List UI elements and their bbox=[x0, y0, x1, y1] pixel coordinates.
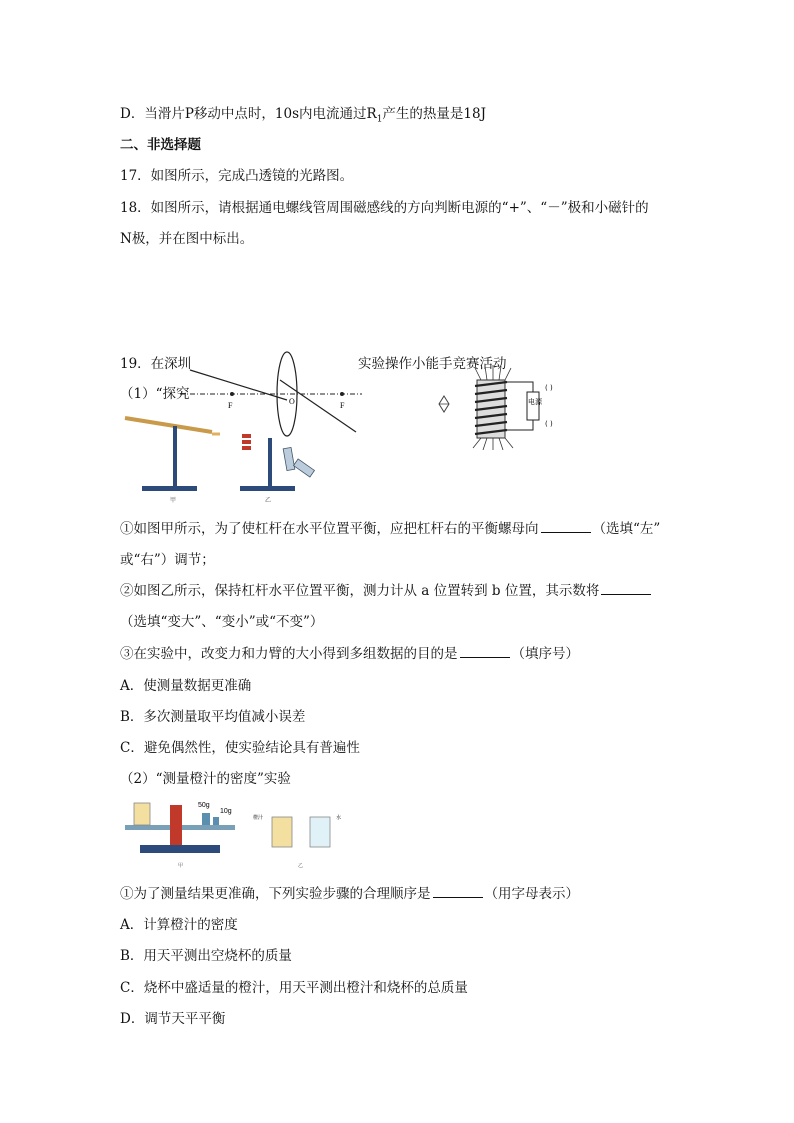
balance-base bbox=[140, 845, 220, 853]
lever-yi bbox=[240, 434, 314, 504]
option-d-line bbox=[120, 105, 486, 129]
question-19-left: 19．在深圳 bbox=[120, 356, 192, 372]
balance-jia bbox=[125, 802, 235, 869]
q2-text: ②如图乙所示，保持杠杆水平位置平衡，测力计从 a 位置转到 b 位置，其示数将 bbox=[120, 583, 600, 599]
focus-right-dot bbox=[340, 392, 344, 396]
spring-scale-b bbox=[294, 459, 315, 477]
q3-answer-blank[interactable] bbox=[460, 645, 510, 658]
focus-left-label: F bbox=[228, 401, 233, 410]
water-beaker bbox=[310, 817, 330, 847]
option-c: C．避免偶然性，使实验结论具有普遍性 bbox=[120, 740, 360, 756]
q1-hint: （选填“左” bbox=[592, 521, 661, 537]
question-18: 18．如图所示，请根据通电螺线管周围磁感线的方向判断电源的“+”、“－”极和小磁针的 bbox=[120, 200, 649, 216]
beakers-yi-label: 乙 bbox=[298, 863, 304, 869]
weight-10g bbox=[213, 817, 219, 825]
pole-bracket-bottom: ( ) bbox=[545, 420, 553, 428]
lever-jia bbox=[125, 418, 220, 504]
part-2-label: （2）“测量橙汁的密度”实验 bbox=[120, 771, 291, 787]
q1-cont: 或“右”）调节； bbox=[120, 552, 215, 568]
fig-yi-label: 乙 bbox=[265, 497, 272, 504]
beaker-on-balance bbox=[134, 803, 150, 825]
option-a: A．使测量数据更准确 bbox=[120, 678, 252, 694]
q1-text: ①如图甲所示，为了使杠杆在水平位置平衡，应把杠杆右的平衡螺母向 bbox=[120, 521, 539, 537]
solenoid-figure bbox=[435, 362, 575, 450]
option-d-text-end: 产生的热量是18J bbox=[382, 106, 487, 122]
lever-figure bbox=[120, 408, 320, 506]
part-1-label: （1）“探究 bbox=[120, 386, 190, 402]
fig-jia-label: 甲 bbox=[170, 497, 177, 504]
q2-line bbox=[120, 582, 653, 600]
option-d-text: D．当滑片P移动中点时，10s内电流通过R bbox=[120, 106, 377, 122]
step-question-text: ①为了测量结果更准确，下列实验步骤的合理顺序是 bbox=[120, 886, 431, 902]
q2-cont: （选填“变大”、“变小”或“不变”） bbox=[120, 614, 324, 630]
step-c: C．烧杯中盛适量的橙汁，用天平测出橙汁和烧杯的总质量 bbox=[120, 980, 468, 996]
weight-50g-label: 50g bbox=[198, 802, 210, 809]
step-b: B．用天平测出空烧杯的质量 bbox=[120, 948, 292, 964]
incident-ray-1 bbox=[190, 370, 287, 400]
weight-50g bbox=[202, 813, 210, 825]
juice-label: 橙汁 bbox=[253, 815, 264, 821]
question-18-cont: N极，并在图中标出。 bbox=[120, 231, 254, 247]
balance-jia-label: 甲 bbox=[178, 863, 184, 869]
optical-center-label: O bbox=[289, 397, 295, 406]
q1-answer-blank[interactable] bbox=[541, 520, 591, 533]
step-a: A．计算橙汁的密度 bbox=[120, 917, 238, 933]
water-label: 水 bbox=[336, 815, 342, 821]
weight-10g-label: 10g bbox=[220, 808, 232, 815]
focus-right-label: F bbox=[340, 401, 345, 410]
beakers-yi bbox=[253, 814, 341, 869]
q3-text: ③在实验中，改变力和力臂的大小得到多组数据的目的是 bbox=[120, 646, 458, 662]
section-heading: 二、非选择题 bbox=[120, 137, 201, 153]
lever-bar-jia bbox=[125, 418, 212, 432]
focus-left-dot bbox=[230, 392, 234, 396]
question-17: 17．如图所示，完成凸透镜的光路图。 bbox=[120, 168, 354, 184]
q1-line bbox=[120, 520, 660, 538]
pole-bracket-top: ( ) bbox=[545, 384, 553, 392]
power-source-label: 电源 bbox=[528, 398, 542, 406]
step-d: D．调节天平平衡 bbox=[120, 1011, 226, 1027]
balance-pillar bbox=[170, 805, 182, 845]
step-question bbox=[120, 885, 579, 903]
q2-answer-blank[interactable] bbox=[601, 582, 651, 595]
spring-scale-a bbox=[283, 447, 295, 470]
question-19-right: 实验操作小能手竞赛活动 bbox=[358, 356, 507, 372]
balance-figure bbox=[120, 795, 360, 873]
step-question-hint: （用字母表示） bbox=[484, 886, 579, 902]
power-source-box bbox=[527, 392, 539, 420]
q3-hint: （填序号） bbox=[511, 646, 579, 662]
option-b: B．多次测量取平均值减小误差 bbox=[120, 709, 306, 725]
juice-beaker bbox=[272, 817, 292, 847]
step-answer-blank[interactable] bbox=[433, 885, 483, 898]
q3-line bbox=[120, 645, 579, 663]
r-subscript: 1 bbox=[376, 114, 383, 125]
